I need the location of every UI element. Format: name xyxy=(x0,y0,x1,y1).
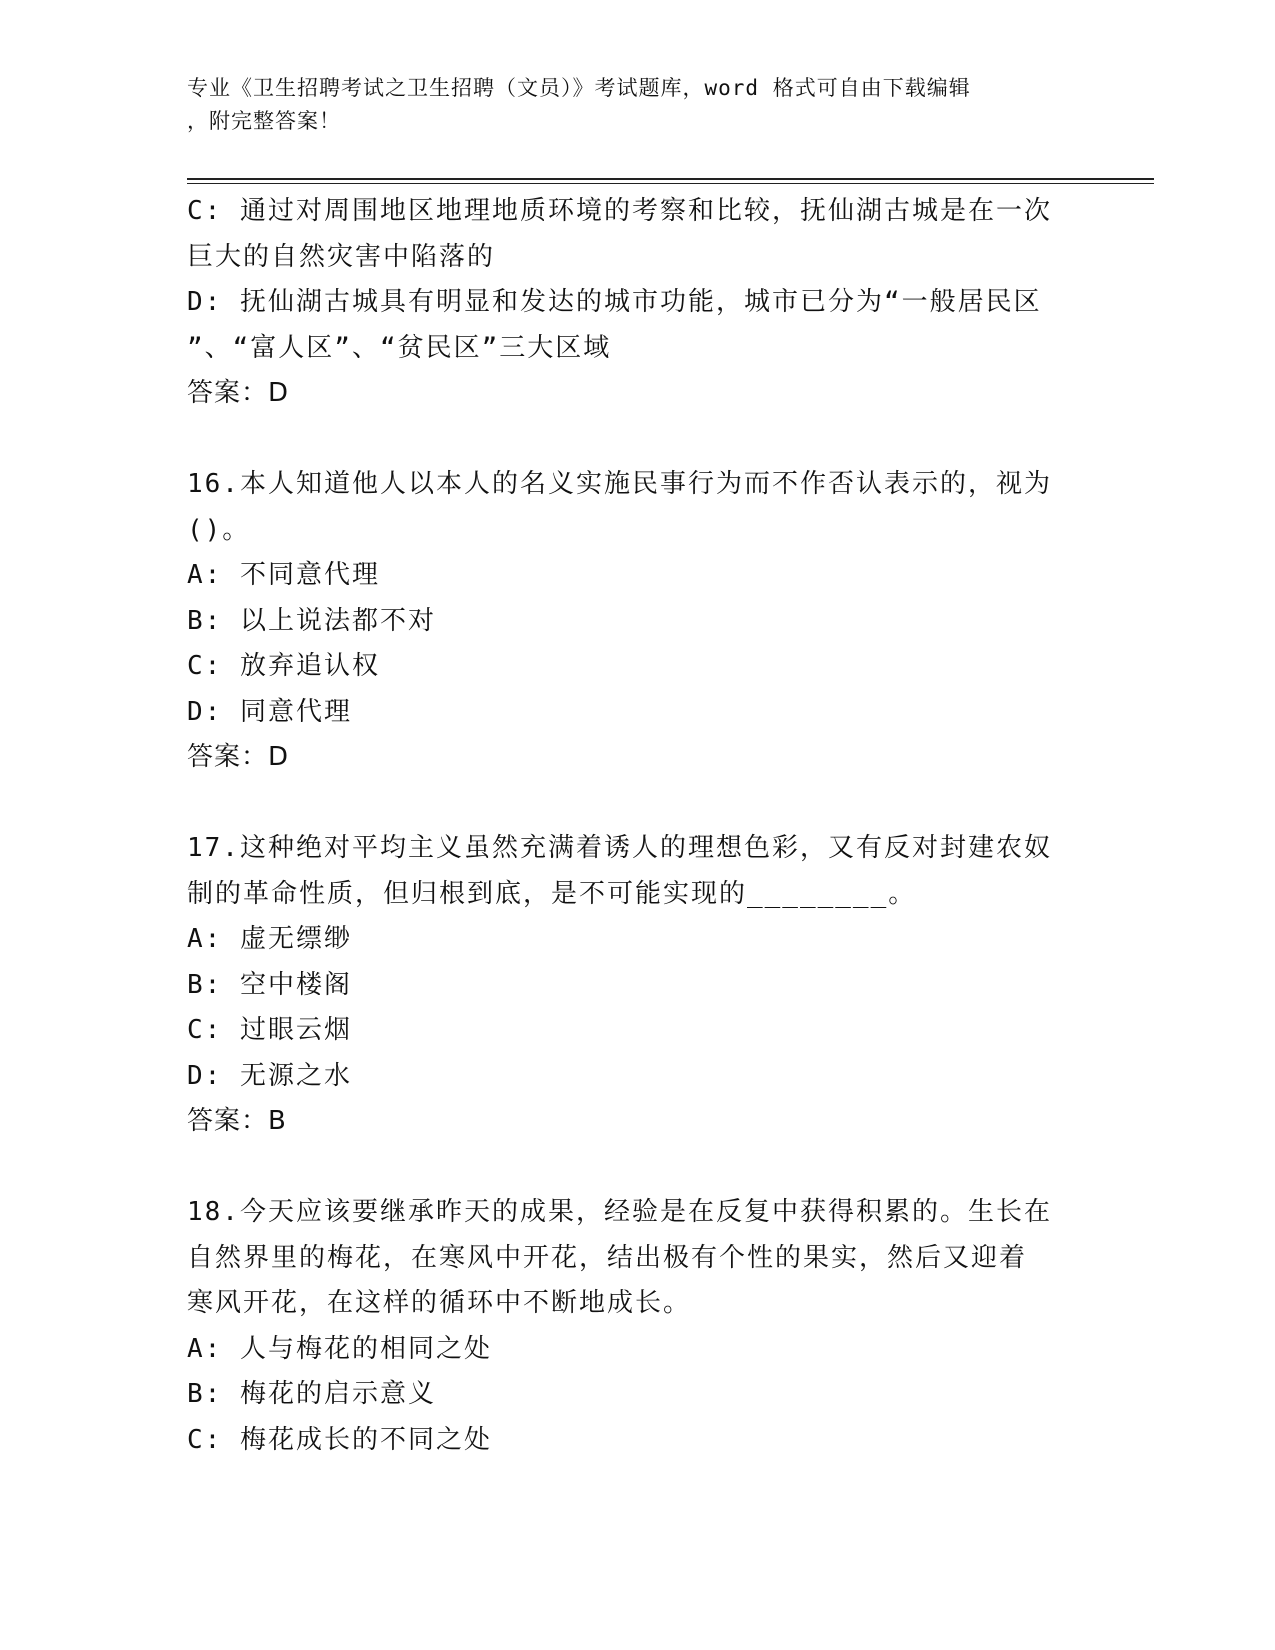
answer-line: 答案：D xyxy=(187,378,290,408)
header-divider-thin xyxy=(187,183,1154,184)
question-stem-line-1: 18.今天应该要继承昨天的成果，经验是在反复中获得积累的。生长在 xyxy=(187,1197,1052,1227)
header-line-2: ，附完整答案！ xyxy=(187,109,341,133)
question-stem-line-1: 17.这种绝对平均主义虽然充满着诱人的理想色彩，又有反对封建农奴 xyxy=(187,833,1052,863)
option-c-line-2: 巨大的自然灾害中陷落的 xyxy=(187,241,496,272)
option-a: A: 虚无缥缈 xyxy=(187,924,352,954)
question-stem-line-2: ()。 xyxy=(187,514,251,545)
question-16 xyxy=(187,462,1087,781)
option-b: B: 以上说法都不对 xyxy=(187,605,436,636)
option-d-line-1: D: 抚仙湖古城具有明显和发达的城市功能，城市已分为“一般居民区 xyxy=(187,287,1042,317)
question-stem-line-2: 自然界里的梅花，在寒风中开花，结出极有个性的果实，然后又迎着 xyxy=(187,1242,1028,1273)
option-d-line-2: ”、“富人区”、“贫民区”三大区域 xyxy=(187,332,612,363)
spacer xyxy=(187,417,1087,463)
question-17 xyxy=(187,826,1087,1145)
question-stem-line-3: 寒风开花，在这样的循环中不断地成长。 xyxy=(187,1288,692,1318)
option-c: C: 过眼云烟 xyxy=(187,1015,352,1045)
question-18 xyxy=(187,1190,1087,1463)
option-a: A: 不同意代理 xyxy=(187,560,380,590)
option-d: D: 同意代理 xyxy=(187,696,352,727)
option-b: B: 梅花的启示意义 xyxy=(187,1379,436,1409)
option-d: D: 无源之水 xyxy=(187,1060,352,1091)
header-divider-thick xyxy=(187,178,1154,180)
question-stem-line-1: 16.本人知道他人以本人的名义实施民事行为而不作否认表示的，视为 xyxy=(187,469,1052,499)
header-line-1: 专业《卫生招聘考试之卫生招聘（文员）》考试题库，word 格式可自由下载编辑 xyxy=(187,76,971,100)
question-15-continued xyxy=(187,189,1087,417)
document-header xyxy=(187,72,1067,138)
document-body xyxy=(187,189,1087,1463)
option-c: C: 放弃追认权 xyxy=(187,651,380,681)
spacer xyxy=(187,1145,1087,1191)
option-c-line-1: C: 通过对周围地区地理地质环境的考察和比较，抚仙湖古城是在一次 xyxy=(187,196,1052,226)
option-c: C: 梅花成长的不同之处 xyxy=(187,1424,492,1455)
spacer xyxy=(187,781,1087,827)
option-b: B: 空中楼阁 xyxy=(187,969,352,1000)
answer-line: 答案：D xyxy=(187,742,290,772)
question-stem-line-2: 制的革命性质，但归根到底，是不可能实现的________。 xyxy=(187,878,917,909)
option-a: A: 人与梅花的相同之处 xyxy=(187,1333,492,1364)
answer-line: 答案：B xyxy=(187,1106,287,1136)
